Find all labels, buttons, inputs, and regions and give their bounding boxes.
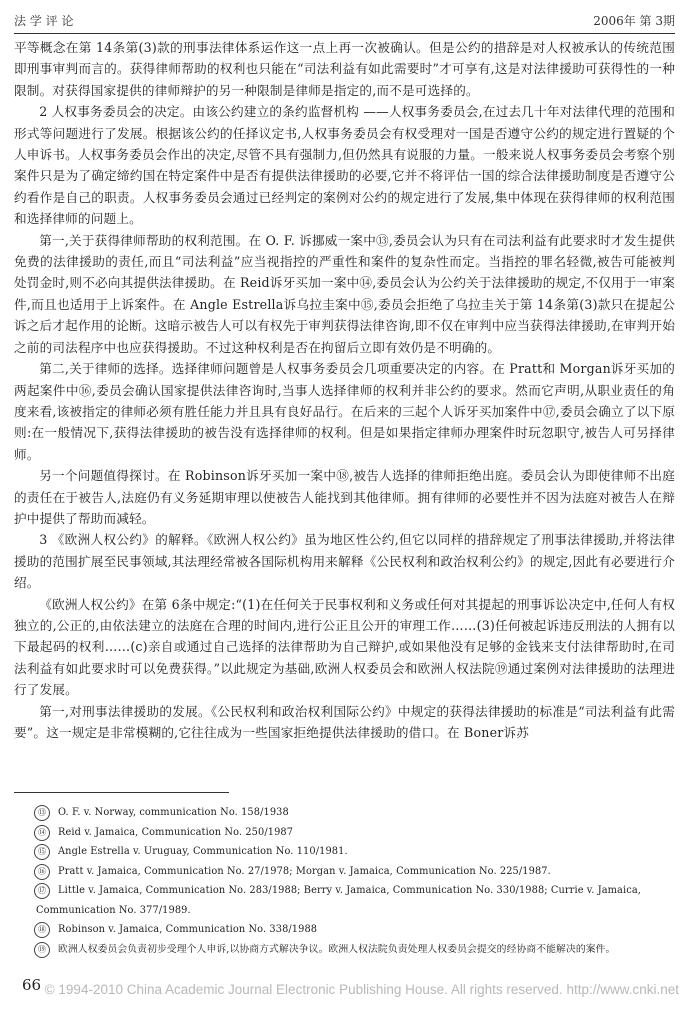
footnote-text: Reid v. Jamaica, Communication No. 250/1987: [58, 826, 294, 838]
footnote: [14, 823, 675, 843]
footnotes: [14, 803, 675, 959]
running-header: [14, 12, 675, 32]
paragraph: 3 《欧洲人权公约》的解释。《欧洲人权公约》虽为地区性公约,但它以同样的措辞规定了刑事法律援助,并将法律援助的范围扩展至民事领域,其法理经常被各国际机构用来解释《公民权利和政治权利公约》的规定,因此有必要进行介绍。: [14, 532, 675, 591]
footnote-text: Pratt v. Jamaica, Communication No. 27/1978; Morgan v. Jamaica, Communication No. 225/1987.: [58, 865, 551, 877]
paragraph: 2 人权事务委员会的决定。由该公约建立的条约监督机构 ——人权事务委员会,在过去几十年对法律代理的范围和形式等问题进行了发展。根据该公约的任择议定书,人权事务委员会有权受理对一国是否遵守公约的规定进行置疑的个人申诉书。人权事务委员会作出的决定,尽管不具有强制力,但仍然具有说服的力量。一般来说人权事务委员会考察个别案件只是为了确定缔约国在特定案件中是否有提供法律援助的必要,它并不将评估一国的综合法律援助制度是否遵守公约看作是自己的职责。人权事务委员会通过已经判定的案例对公约的规定进行了发展,集中体现在获得律师的权利范围和选择律师的问题上。: [14, 104, 675, 227]
article-body: [14, 37, 675, 743]
header-rule: [14, 33, 675, 34]
footnote-number: ⑮: [34, 844, 50, 860]
footnote: [14, 920, 675, 940]
footnote-number: ⑰: [34, 883, 50, 899]
footnote-text: O. F. v. Norway, communication No. 158/1938: [58, 807, 289, 818]
paragraph: 平等概念在第 14条第(3)款的刑事法律体系运作这一点上再一次被确认。但是公约的措辞是对人权被承认的传统范围即刑事审判而言的。获得律师帮助的权利也只能在“司法利益有如此需要时”才可享有,这是对法律援助可获得性的一种限制。对获得国家提供的律师辩护的另一种限制是律师是指定的,而不是可选择的。: [14, 40, 675, 98]
page-number: 66: [22, 976, 42, 994]
footnote: [14, 862, 675, 882]
journal-title: 法 学 评 论: [14, 14, 74, 28]
paragraph: 第一,关于获得律师帮助的权利范围。在 O. F. 诉挪威一案中⑬,委员会认为只有在司法利益有此要求时才发生提供免费的法律援助的责任,而且“司法利益”应当视指控的严重性和案件的复杂性而定。当指控的罪名轻微,被告可能被判处罚金时,则不必向其提供法律援助。在 Reid诉牙买加一案中⑭,委员会认为公约关于法律援助的规定,不仅用于一审案件,而且也适用于上诉案件。在 Angle Estrella诉乌拉圭案中⑮,委员会拒绝了乌拉圭关于第 14条第(3)款只在提起公诉之后才起作用的论断。这暗示被告人可以有权先于审判获得法律咨询,即不仅在审判中应当获得法律援助,在审判开始之前的司法程序中也应获得援助。不过这种权利是否在拘留后立即有效仍是不明确的。: [14, 232, 675, 355]
footnote-number: ⑯: [34, 864, 50, 880]
paragraph: 《欧洲人权公约》在第 6条中规定:“(1)在任何关于民事权利和义务或任何对其提起的刑事诉讼决定中,任何人有权独立的,公正的,由依法建立的法庭在合理的时间内,进行公正且公开的审理工作……(3)任何被起诉违反刑法的人拥有以下最起码的权利……(c)亲自或通过自己选择的法律帮助为自己辩护,或如果他没有足够的金钱来支付法律帮助时,在司法利益有如此要求时可以免费获得。”以此规定为基础,欧洲人权委员会和欧洲人权法院⑲通过案例对法律援助的法理进行了发展。: [14, 596, 675, 698]
footnote-rule: [14, 792, 229, 793]
footnote: [14, 881, 675, 920]
footnote: [14, 842, 675, 862]
footnote-number: ⑭: [34, 825, 50, 841]
footnote: [14, 803, 675, 823]
footnote-number: ⑲: [34, 942, 50, 958]
footnote-text: 欧洲人权委员会负责初步受理个人申诉,以协商方式解决争议。欧洲人权法院负责处理人权委员会提交的经协商不能解决的案件。: [58, 943, 616, 955]
paragraph: 第一,对刑事法律援助的发展。《公民权利和政治权利国际公约》中规定的获得法律援助的标准是“司法利益有此需要”。这一规定是非常模糊的,它往往成为一些国家拒绝提供法律援助的借口。在 Boner诉苏: [14, 703, 675, 740]
paragraph: 第二,关于律师的选择。选择律师问题曾是人权事务委员会几项重要决定的内容。在 Pratt和 Morgan诉牙买加的两起案件中⑯,委员会确认国家提供法律咨询时,当事人选择律师的权利并非公约的要求。然而它声明,从职业责任的角度来看,该被指定的律师必须有胜任能力并且具有良好品行。在后来的三起个人诉牙买加案件中⑰,委员会确立了以下原则:在一般情况下,获得法律援助的被告没有选择律师的权利。但是如果指定律师办理案件时玩忽职守,被告人可另择律师。: [14, 361, 675, 462]
copyright-watermark: © 1994-2010 China Academic Journal Electronic Publishing House. All rights reserved. http://www.cnki.net: [44, 982, 679, 997]
footnote-text: Angle Estrella v. Uruguay, Communication No. 110/1981.: [58, 846, 348, 857]
paragraph: 另一个问题值得探讨。在 Robinson诉牙买加一案中⑱,被告人选择的律师拒绝出庭。委员会认为即使律师不出庭的责任在于被告人,法庭仍有义务延期审理以使被告人能找到其他律师。拥有律师的必要性并不因为法庭对被告人在辩护中提供了帮助而减轻。: [14, 468, 675, 526]
footnote-number: ⑱: [34, 922, 50, 938]
footnote-text: Robinson v. Jamaica, Communication No. 338/1988: [58, 924, 318, 935]
footnote-number: ⑬: [34, 805, 50, 821]
footnote: [14, 940, 675, 960]
issue-label: 2006年 第 3期: [593, 14, 675, 28]
footnote-text: Little v. Jamaica, Communication No. 283/1988; Berry v. Jamaica, Communication No. 330/1988; Currie v. Jamaica, Communication No. 377/1989.: [36, 885, 641, 916]
